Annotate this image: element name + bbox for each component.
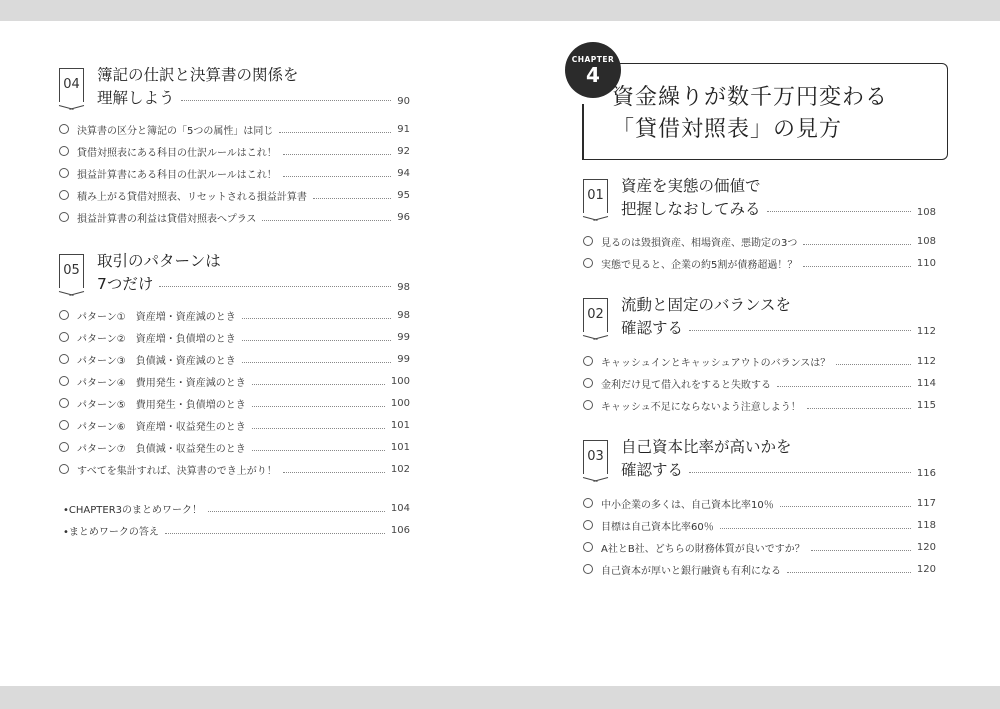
circle-bullet-icon [59, 212, 69, 222]
circle-bullet-icon [59, 464, 69, 474]
toc-item[interactable]: パターン④ 費用発生・資産減のとき 100 [59, 370, 410, 392]
toc-item[interactable]: パターン① 資産増・資産減のとき 98 [59, 304, 410, 326]
section-title-continued: 7つだけ [97, 275, 154, 293]
bottom-scan-band [0, 686, 1000, 709]
toc-extra-item[interactable]: •まとめワークの答え 106 [63, 524, 410, 538]
section-number-box: 03 [583, 440, 608, 474]
section-number-box: 01 [583, 179, 608, 213]
section-title-continued: 理解しよう [97, 89, 175, 107]
circle-bullet-icon [59, 442, 69, 452]
circle-bullet-icon [59, 190, 69, 200]
toc-section-01 [583, 179, 936, 279]
circle-bullet-icon [59, 376, 69, 386]
toc-item[interactable]: すべてを集計すれば、決算書のでき上がり！ 102 [59, 458, 410, 480]
toc-item[interactable]: 決算書の区分と簿記の「5つの属性」は同じ 91 [59, 118, 410, 140]
chapter-number: 4 [586, 63, 600, 87]
section-title-continued: 把握しなおしてみる [621, 200, 761, 218]
toc-section-05 [59, 254, 410, 484]
toc-section-04 [59, 68, 410, 248]
circle-bullet-icon [583, 520, 593, 530]
top-scan-band [0, 0, 1000, 21]
chapter-title-line1: 資金繰りが数千万円変わる [612, 85, 889, 110]
circle-bullet-icon [583, 564, 593, 574]
toc-item[interactable]: A社とB社、どちらの財務体質が良いですか？ 120 [583, 536, 936, 558]
section-page-number: 90 [397, 95, 410, 107]
section-title-continued: 確認する [621, 461, 684, 479]
circle-bullet-icon [583, 542, 593, 552]
toc-item[interactable]: 見るのは毀損資産、相場資産、悪勘定の3つ 108 [583, 230, 936, 252]
circle-bullet-icon [583, 400, 593, 410]
circle-bullet-icon [59, 310, 69, 320]
circle-bullet-icon [59, 146, 69, 156]
circle-bullet-icon [583, 378, 593, 388]
dot-leader [689, 472, 911, 473]
circle-bullet-icon [59, 124, 69, 134]
section-page-number: 116 [916, 467, 936, 479]
circle-bullet-icon [59, 354, 69, 364]
toc-item[interactable]: 損益計算書の利益は貸借対照表へプラス 96 [59, 206, 410, 228]
toc-section-03 [583, 440, 936, 590]
section-title-line [621, 458, 936, 480]
section-title-continued: 確認する [621, 319, 684, 337]
circle-bullet-icon [583, 356, 593, 366]
toc-item[interactable]: パターン⑤ 費用発生・負債増のとき 100 [59, 392, 410, 414]
chapter-title-line2: 「貸借対照表」の見方 [612, 117, 843, 142]
toc-item[interactable]: パターン② 資産増・負債増のとき 99 [59, 326, 410, 348]
section-number-box: 02 [583, 298, 608, 332]
toc-item[interactable]: 目標は自己資本比率60％ 118 [583, 514, 936, 536]
circle-bullet-icon [583, 258, 593, 268]
circle-bullet-icon [583, 236, 593, 246]
toc-item-list [583, 350, 936, 416]
circle-bullet-icon [583, 498, 593, 508]
circle-bullet-icon [59, 332, 69, 342]
toc-item[interactable]: パターン③ 負債減・資産減のとき 99 [59, 348, 410, 370]
dot-leader [767, 211, 911, 212]
section-title-line [97, 86, 410, 108]
dot-leader [181, 100, 392, 101]
toc-item[interactable]: 中小企業の多くは、自己資本比率10％ 117 [583, 492, 936, 514]
toc-item[interactable]: 損益計算書にある科目の仕訳ルールはこれ！ 94 [59, 162, 410, 184]
toc-item-list [583, 492, 936, 580]
dot-leader [159, 286, 391, 287]
circle-bullet-icon [59, 420, 69, 430]
toc-item[interactable]: 貸借対照表にある科目の仕訳ルールはこれ！ 92 [59, 140, 410, 162]
dot-leader [689, 330, 911, 331]
toc-item[interactable]: 自己資本が厚いと銀行融資も有利になる 120 [583, 558, 936, 580]
circle-bullet-icon [59, 168, 69, 178]
section-title-line [97, 272, 410, 294]
section-page-number: 108 [916, 206, 936, 218]
section-title-line [621, 316, 936, 338]
section-page-number: 98 [397, 281, 410, 293]
section-title: 自己資本比率が高いかを [621, 438, 792, 456]
toc-item[interactable]: パターン⑥ 資産増・収益発生のとき 101 [59, 414, 410, 436]
toc-item[interactable]: パターン⑦ 負債減・収益発生のとき 101 [59, 436, 410, 458]
toc-item[interactable]: 積み上がる貸借対照表、リセットされる損益計算書 95 [59, 184, 410, 206]
section-page-number: 112 [916, 325, 936, 337]
toc-item[interactable]: キャッシュ不足にならないよう注意しよう！ 115 [583, 394, 936, 416]
chapter-label: CHAPTER [571, 55, 615, 64]
section-title: 流動と固定のバランスを [621, 296, 792, 314]
section-title-line [621, 197, 936, 219]
chapter-title [612, 82, 888, 146]
toc-item-list [59, 118, 410, 228]
toc-item[interactable]: 実態で見ると、企業の約5割が債務超過！？ 110 [583, 252, 936, 274]
toc-item[interactable]: 金利だけ見て借入れをすると失敗する 114 [583, 372, 936, 394]
toc-item-list [583, 230, 936, 274]
section-title: 取引のパターンは [97, 252, 221, 270]
toc-extra-item[interactable]: •CHAPTER3のまとめワーク！ 104 [63, 502, 410, 516]
toc-section-02 [583, 298, 936, 418]
circle-bullet-icon [59, 398, 69, 408]
section-number-box: 05 [59, 254, 84, 288]
toc-item-list [59, 304, 410, 480]
section-title: 資産を実態の価値で [621, 177, 761, 195]
toc-item[interactable]: キャッシュインとキャッシュアウトのバランスは？ 112 [583, 350, 936, 372]
section-title: 簿記の仕訳と決算書の関係を [97, 66, 299, 84]
section-number-box: 04 [59, 68, 84, 102]
